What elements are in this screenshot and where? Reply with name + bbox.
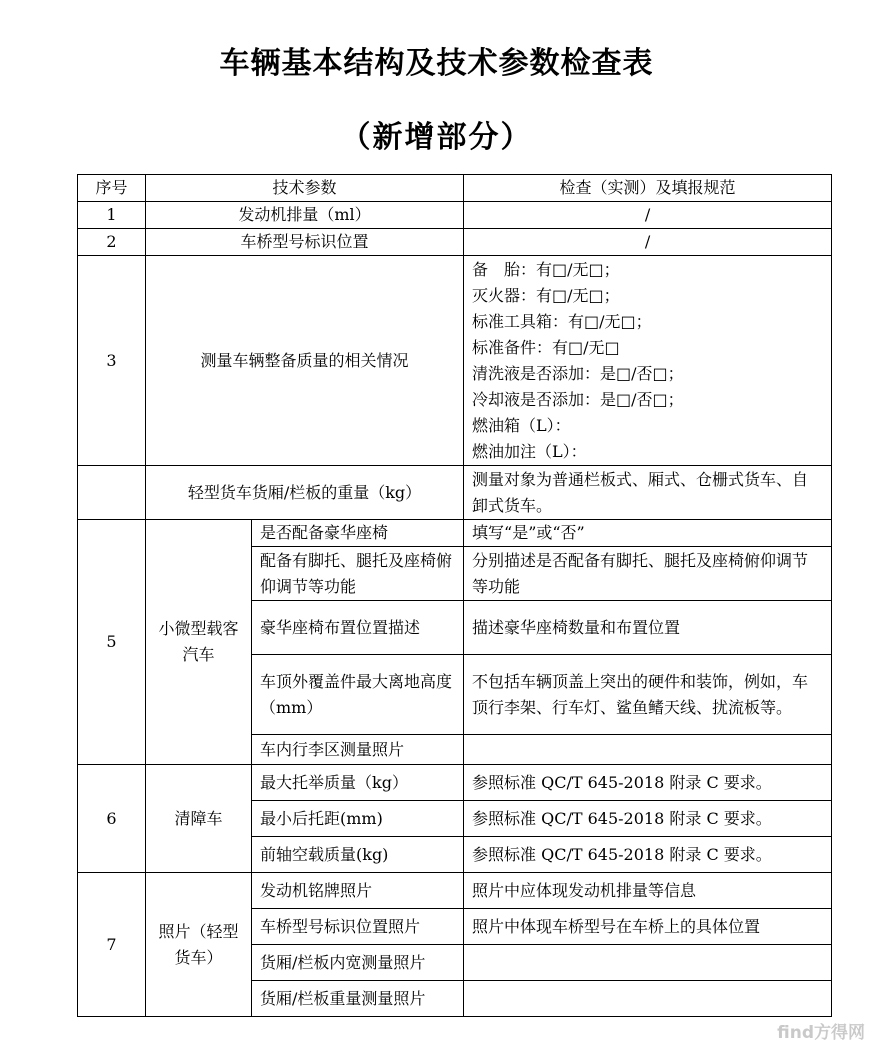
spec-line: 清洗液是否添加：是□/否□； <box>472 363 684 383</box>
table-row <box>78 765 832 801</box>
table-row <box>78 202 832 229</box>
sub-param: 豪华座椅布置位置描述 <box>252 601 464 655</box>
sub-spec: 照片中体现车桥型号在车桥上的具体位置 <box>464 909 832 945</box>
sub-spec: 照片中应体现发动机排量等信息 <box>464 873 832 909</box>
row-group: 照片（轻型货车） <box>146 873 252 1017</box>
row-spec: / <box>464 229 832 256</box>
row-no: 3 <box>78 256 146 466</box>
row-param: 测量车辆整备质量的相关情况 <box>146 256 464 466</box>
sub-param: 发动机铭牌照片 <box>252 873 464 909</box>
spec-line: 灭火器：有□/无□； <box>472 285 620 305</box>
row-group: 小微型载客汽车 <box>146 520 252 765</box>
sub-spec <box>464 981 832 1017</box>
spec-line: 备 胎：有□/无□； <box>472 259 620 279</box>
sub-param: 前轴空载质量(kg) <box>252 837 464 873</box>
sub-spec: 描述豪华座椅数量和布置位置 <box>464 601 832 655</box>
row-no: 2 <box>78 229 146 256</box>
sub-param: 最大托举质量（kg） <box>252 765 464 801</box>
sub-spec: 参照标准 QC/T 645-2018 附录 C 要求。 <box>464 765 832 801</box>
sub-spec: 填写“是”或“否” <box>464 520 832 547</box>
sub-spec: 分别描述是否配备有脚托、腿托及座椅俯仰调节等功能 <box>464 547 832 601</box>
row-no: 6 <box>78 765 146 873</box>
row-param: 车桥型号标识位置 <box>146 229 464 256</box>
page-subtitle: （新增部分） <box>340 120 533 155</box>
spec-line: 标准备件：有□/无□ <box>472 337 620 357</box>
header-param: 技术参数 <box>146 175 464 202</box>
sub-spec: 参照标准 QC/T 645-2018 附录 C 要求。 <box>464 801 832 837</box>
row-no: 7 <box>78 873 146 1017</box>
sub-param: 最小后托距(mm) <box>252 801 464 837</box>
sub-spec <box>464 735 832 765</box>
sub-param: 车顶外覆盖件最大离地高度（mm） <box>252 655 464 735</box>
row-param: 发动机排量（ml） <box>146 202 464 229</box>
table-row <box>78 520 832 547</box>
row-group: 清障车 <box>146 765 252 873</box>
row-no: 1 <box>78 202 146 229</box>
row-spec: 测量对象为普通栏板式、厢式、仓栅式货车、自卸式货车。 <box>464 466 832 520</box>
row-param: 轻型货车货厢/栏板的重量（kg） <box>146 466 464 520</box>
table-row <box>78 256 832 466</box>
table-row <box>78 466 832 520</box>
spec-line: 标准工具箱：有□/无□； <box>472 311 652 331</box>
table-row <box>78 873 832 909</box>
row-no: 5 <box>78 520 146 765</box>
spec-line: 燃油箱（L）： <box>472 415 571 435</box>
sub-spec: 参照标准 QC/T 645-2018 附录 C 要求。 <box>464 837 832 873</box>
sub-param: 车内行李区测量照片 <box>252 735 464 765</box>
table-row <box>78 229 832 256</box>
spec-line: 冷却液是否添加：是□/否□； <box>472 389 684 409</box>
row-no-empty <box>78 466 146 520</box>
sub-param: 配备有脚托、腿托及座椅俯仰调节等功能 <box>252 547 464 601</box>
page-title: 车辆基本结构及技术参数检查表 <box>219 46 654 81</box>
spec-line: 燃油加注（L）： <box>472 441 587 461</box>
sub-param: 车桥型号标识位置照片 <box>252 909 464 945</box>
row-spec: / <box>464 202 832 229</box>
header-spec: 检查（实测）及填报规范 <box>464 175 832 202</box>
header-no: 序号 <box>78 175 146 202</box>
sub-param: 货厢/栏板内宽测量照片 <box>252 945 464 981</box>
watermark-logo: find方得网 <box>777 1023 865 1043</box>
table-header-row <box>78 175 832 202</box>
sub-spec: 不包括车辆顶盖上突出的硬件和装饰，例如，车顶行李架、行车灯、鲨鱼鳍天线、扰流板等。 <box>464 655 832 735</box>
sub-param: 货厢/栏板重量测量照片 <box>252 981 464 1017</box>
sub-spec <box>464 945 832 981</box>
inspection-table <box>77 174 832 1017</box>
row-spec-list <box>464 256 832 466</box>
sub-param: 是否配备豪华座椅 <box>252 520 464 547</box>
